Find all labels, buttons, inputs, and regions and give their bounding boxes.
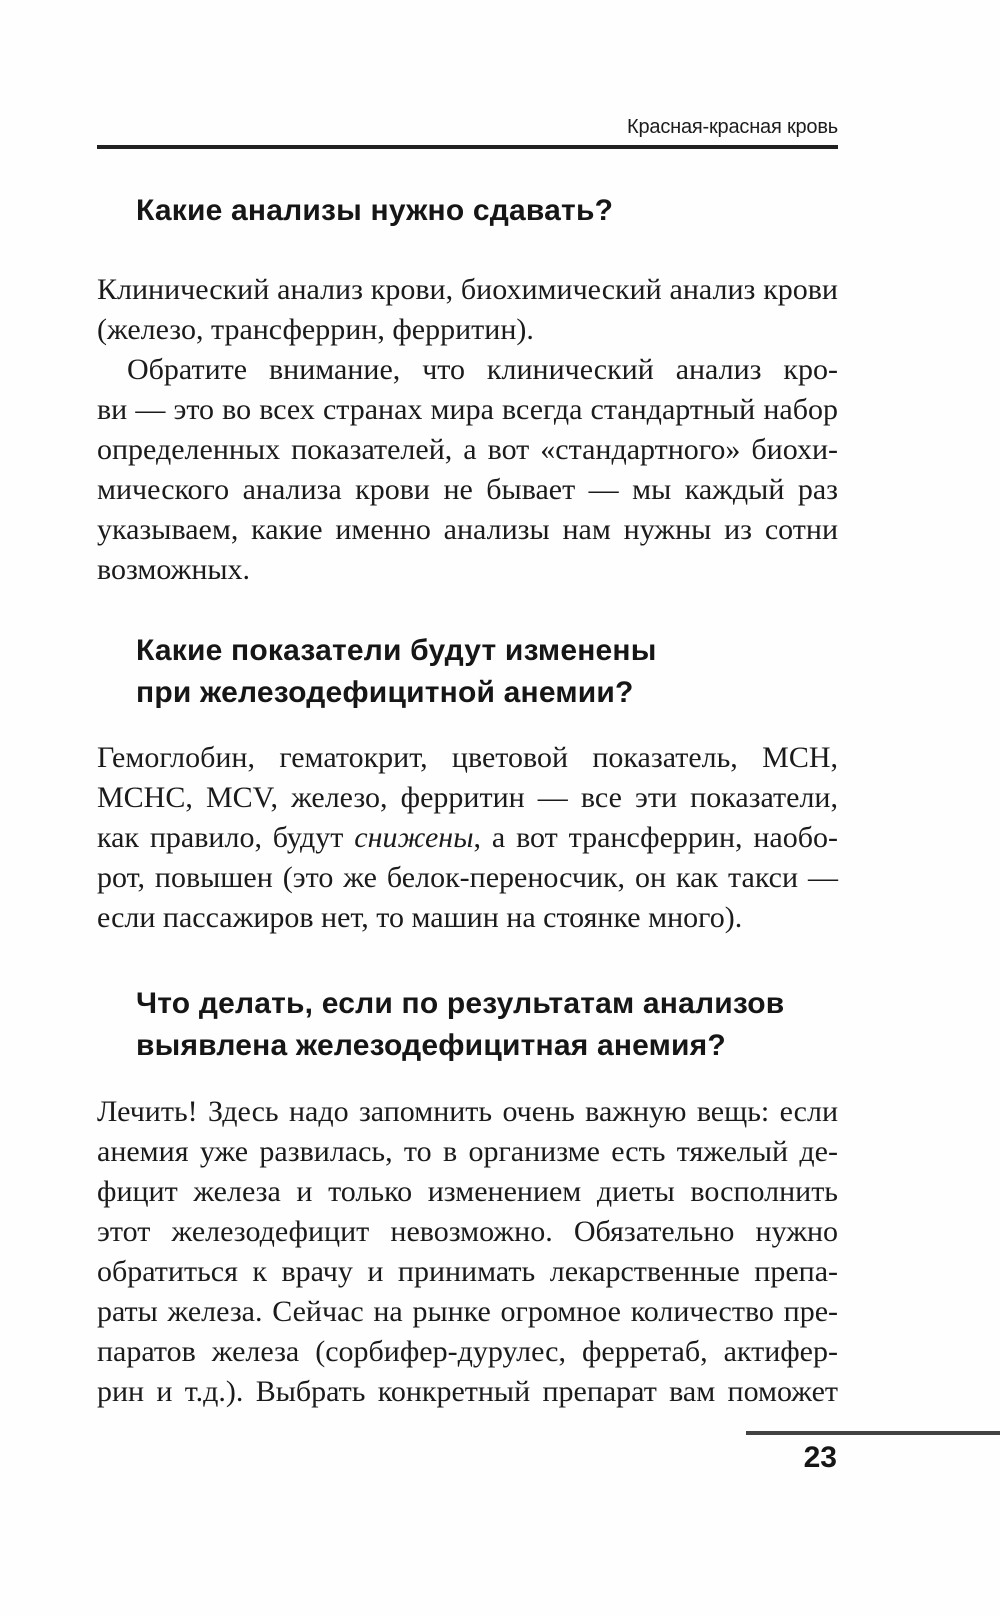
paragraph-line: паратов железа (сорбифер-дурулес, ферретаб, актифер- <box>97 1335 838 1368</box>
heading-line: при железодефицитной анемии? <box>136 676 634 709</box>
paragraph-line: возможных. <box>97 553 251 586</box>
paragraph-line: рот, повышен (это же белок-переносчик, он как такси — <box>97 861 838 894</box>
paragraph-line: если пассажиров нет, то машин на стоянке много). <box>97 901 743 934</box>
paragraph-line: Гемоглобин, гематокрит, цветовой показатель, MCH, <box>97 741 838 774</box>
heading-what-to-do <box>136 983 841 1067</box>
heading-line: выявлена железодефицитная анемия? <box>136 1029 726 1062</box>
paragraph-line: Лечить! Здесь надо запомнить очень важную вещь: если <box>97 1095 838 1128</box>
paragraph-line: Клинический анализ крови, биохимический анализ крови <box>97 273 838 306</box>
paragraph-line: мического анализа крови не бывает — мы каждый раз <box>97 473 838 506</box>
paragraph-line: раты железа. Сейчас на рынке огромное количество пре- <box>97 1295 838 1328</box>
heading-line: Что делать, если по результатам анализов <box>136 987 785 1020</box>
running-head: Красная-красная кровь <box>627 116 838 138</box>
paragraph-line <box>97 818 838 858</box>
heading-changed-indicators <box>136 630 841 714</box>
paragraph-line: анемия уже развилась, то в организме есть тяжелый де- <box>97 1135 838 1168</box>
paragraph-line: фицит железа и только изменением диеты восполнить <box>97 1175 838 1208</box>
paragraph-line: этот железодефицит невозможно. Обязательно нужно <box>97 1215 838 1248</box>
paragraph-line: MCHC, MCV, железо, ферритин — все эти показатели, <box>97 781 838 814</box>
page-number: 23 <box>803 1441 837 1474</box>
paragraph-line: рин и т.д.). Выбрать конкретный препарат вам поможет <box>97 1375 838 1408</box>
heading-line: Какие анализы нужно сдавать? <box>136 194 614 227</box>
paragraph-line: указываем, какие именно анализы нам нужны из сотни <box>97 513 838 546</box>
paragraph-line: определенных показателей, а вот «стандартного» биохи- <box>97 433 838 466</box>
paragraph-line: обратиться к врачу и принимать лекарственные препа- <box>97 1255 838 1288</box>
footer-rule <box>746 1431 1000 1435</box>
text-segment: , а вот трансферрин, наобо- <box>473 821 838 854</box>
italic-word: снижены <box>354 821 474 854</box>
text-segment: как правило, будут <box>97 821 355 854</box>
paragraph-line: (железо, трансферрин, ферритин). <box>97 313 534 346</box>
header-rule <box>97 145 838 149</box>
heading-which-tests <box>136 190 841 232</box>
paragraph-line: ви — это во всех странах мира всегда стандартный набор <box>97 393 838 426</box>
paragraph-treatment <box>97 1092 838 1412</box>
paragraph-line: Обратите внимание, что клинический анализ кро- <box>127 353 838 386</box>
paragraph-note-standard-set <box>97 350 838 590</box>
heading-line: Какие показатели будут изменены <box>136 634 657 667</box>
paragraph-tests-list <box>97 270 838 350</box>
paragraph-indicators <box>97 738 838 938</box>
